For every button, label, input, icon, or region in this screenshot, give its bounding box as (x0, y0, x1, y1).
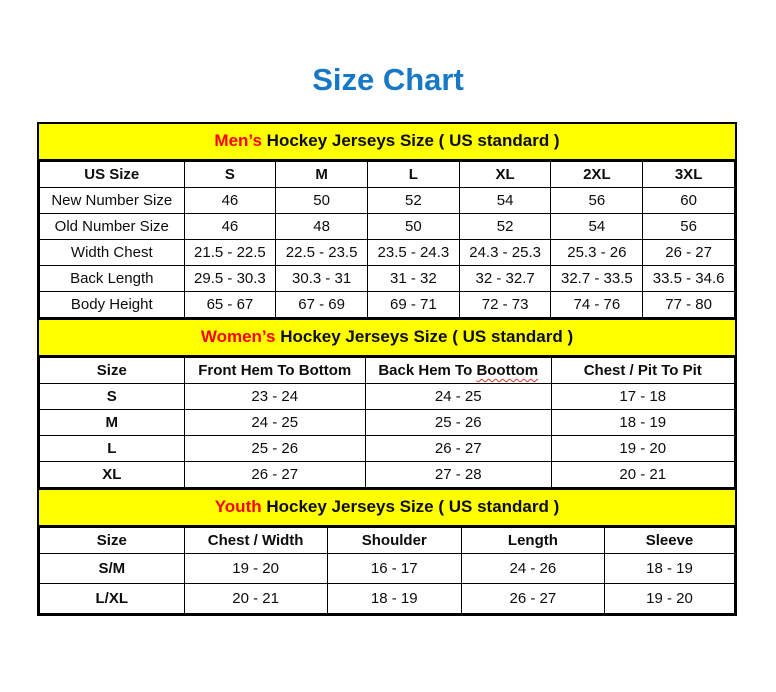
youth-section-banner (39, 488, 735, 527)
size-value-cell: 60 (643, 188, 735, 214)
column-header: Sleeve (604, 528, 734, 554)
size-value-cell: 26 - 27 (184, 462, 365, 488)
size-value-cell: 20 - 21 (184, 584, 327, 614)
row-label: Old Number Size (40, 214, 185, 240)
size-value-cell: 23 - 24 (184, 384, 365, 410)
row-label: XL (40, 462, 185, 488)
table-row (40, 384, 735, 410)
size-value-cell: 56 (643, 214, 735, 240)
size-value-cell: 32.7 - 33.5 (551, 266, 643, 292)
row-label: Width Chest (40, 240, 185, 266)
row-label: S (40, 384, 185, 410)
womens-size-table (39, 357, 735, 488)
size-value-cell: 17 - 18 (551, 384, 735, 410)
size-value-cell: 52 (459, 214, 551, 240)
size-value-cell: 50 (368, 214, 460, 240)
column-header: L (368, 162, 460, 188)
size-value-cell: 18 - 19 (327, 584, 461, 614)
section-womens (39, 318, 735, 488)
column-header: Size (40, 358, 185, 384)
row-label: L (40, 436, 185, 462)
size-value-cell: 32 - 32.7 (459, 266, 551, 292)
size-value-cell: 26 - 27 (365, 436, 551, 462)
size-value-cell: 24 - 25 (365, 384, 551, 410)
size-value-cell: 24 - 26 (461, 554, 604, 584)
column-header: Front Hem To Bottom (184, 358, 365, 384)
column-header: XL (459, 162, 551, 188)
header-row (40, 162, 735, 188)
size-value-cell: 46 (184, 188, 276, 214)
size-value-cell: 54 (459, 188, 551, 214)
size-value-cell: 29.5 - 30.3 (184, 266, 276, 292)
column-header: Chest / Pit To Pit (551, 358, 735, 384)
size-value-cell: 77 - 80 (643, 292, 735, 318)
column-header: US Size (40, 162, 185, 188)
column-header: M (276, 162, 368, 188)
size-value-cell: 27 - 28 (365, 462, 551, 488)
mens-banner-text: Hockey Jerseys Size ( US standard ) (261, 131, 560, 150)
womens-banner-text: Hockey Jerseys Size ( US standard ) (275, 327, 574, 346)
row-label: Body Height (40, 292, 185, 318)
size-value-cell: 26 - 27 (461, 584, 604, 614)
size-value-cell: 31 - 32 (368, 266, 460, 292)
row-label: S/M (40, 554, 185, 584)
page-title: Size Chart (312, 62, 464, 97)
size-value-cell: 24.3 - 25.3 (459, 240, 551, 266)
size-value-cell: 30.3 - 31 (276, 266, 368, 292)
header-row (40, 528, 735, 554)
size-value-cell: 19 - 20 (551, 436, 735, 462)
table-row (40, 462, 735, 488)
size-value-cell: 25 - 26 (365, 410, 551, 436)
misspelled-word: Boottom (476, 362, 539, 379)
youth-size-table (39, 527, 735, 614)
size-value-cell: 18 - 19 (551, 410, 735, 436)
table-row (40, 410, 735, 436)
size-value-cell: 56 (551, 188, 643, 214)
size-value-cell: 24 - 25 (184, 410, 365, 436)
size-value-cell: 25 - 26 (184, 436, 365, 462)
size-chart (37, 122, 737, 616)
row-label: Back Length (40, 266, 185, 292)
section-mens (39, 124, 735, 318)
size-value-cell: 48 (276, 214, 368, 240)
row-label: New Number Size (40, 188, 185, 214)
size-value-cell: 19 - 20 (604, 584, 734, 614)
size-value-cell: 20 - 21 (551, 462, 735, 488)
size-value-cell: 22.5 - 23.5 (276, 240, 368, 266)
size-value-cell: 50 (276, 188, 368, 214)
womens-section-banner (39, 318, 735, 357)
size-value-cell: 65 - 67 (184, 292, 276, 318)
column-header: Chest / Width (184, 528, 327, 554)
column-header: Size (40, 528, 185, 554)
size-value-cell: 26 - 27 (643, 240, 735, 266)
column-header: Back Hem To Boottom (365, 358, 551, 384)
size-value-cell: 18 - 19 (604, 554, 734, 584)
size-value-cell: 52 (368, 188, 460, 214)
size-value-cell: 25.3 - 26 (551, 240, 643, 266)
table-row (40, 188, 735, 214)
youth-banner-accent: Youth (214, 497, 262, 516)
section-youth (39, 488, 735, 614)
header-row (40, 358, 735, 384)
table-row (40, 214, 735, 240)
table-row (40, 266, 735, 292)
size-value-cell: 33.5 - 34.6 (643, 266, 735, 292)
column-header: 2XL (551, 162, 643, 188)
column-header: Shoulder (327, 528, 461, 554)
size-value-cell: 46 (184, 214, 276, 240)
mens-size-table (39, 161, 735, 318)
column-header: S (184, 162, 276, 188)
youth-banner-text: Hockey Jerseys Size ( US standard ) (261, 497, 560, 516)
size-value-cell: 74 - 76 (551, 292, 643, 318)
table-row (40, 292, 735, 318)
table-row (40, 584, 735, 614)
size-value-cell: 21.5 - 22.5 (184, 240, 276, 266)
row-label: L/XL (40, 584, 185, 614)
mens-section-banner (39, 124, 735, 161)
column-header: Length (461, 528, 604, 554)
size-value-cell: 67 - 69 (276, 292, 368, 318)
womens-banner-accent: Women’s (200, 327, 276, 346)
row-label: M (40, 410, 185, 436)
size-value-cell: 23.5 - 24.3 (368, 240, 460, 266)
size-value-cell: 54 (551, 214, 643, 240)
size-value-cell: 19 - 20 (184, 554, 327, 584)
table-row (40, 436, 735, 462)
size-value-cell: 69 - 71 (368, 292, 460, 318)
table-row (40, 240, 735, 266)
size-value-cell: 72 - 73 (459, 292, 551, 318)
size-value-cell: 16 - 17 (327, 554, 461, 584)
column-header: 3XL (643, 162, 735, 188)
mens-banner-accent: Men’s (214, 131, 262, 150)
table-row (40, 554, 735, 584)
